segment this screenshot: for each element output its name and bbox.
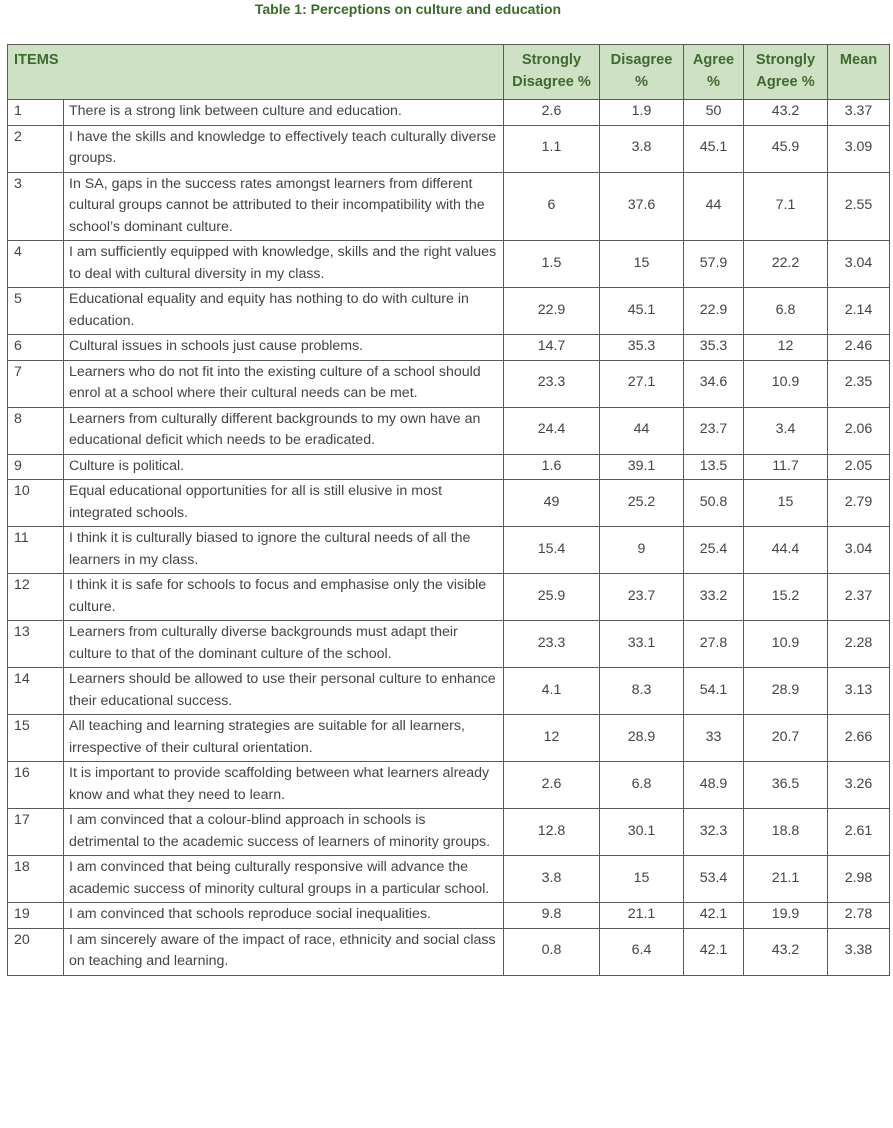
item-number: 18 (8, 856, 64, 903)
disagree-value: 1.9 (600, 100, 684, 126)
strongly-disagree-value: 2.6 (504, 100, 600, 126)
table-row (8, 856, 890, 903)
agree-value: 27.8 (684, 621, 744, 668)
strongly-agree-value: 28.9 (744, 668, 828, 715)
item-number: 14 (8, 668, 64, 715)
table-row (8, 407, 890, 454)
perceptions-table (7, 44, 890, 976)
mean-value: 3.38 (828, 928, 890, 975)
strongly-agree-value: 10.9 (744, 621, 828, 668)
strongly-disagree-value: 6 (504, 172, 600, 241)
strongly-disagree-value: 24.4 (504, 407, 600, 454)
disagree-value: 6.4 (600, 928, 684, 975)
strongly-agree-value: 43.2 (744, 100, 828, 126)
agree-value: 23.7 (684, 407, 744, 454)
mean-value: 2.05 (828, 454, 890, 480)
item-text: All teaching and learning strategies are suitable for all learners, irrespective of their cultural orientation. (64, 715, 504, 762)
agree-value: 32.3 (684, 809, 744, 856)
agree-value: 44 (684, 172, 744, 241)
strongly-agree-value: 15.2 (744, 574, 828, 621)
agree-value: 54.1 (684, 668, 744, 715)
item-text: Learners from culturally different backgrounds to my own have an educational deficit which needs to be eradicated. (64, 407, 504, 454)
strongly-agree-value: 44.4 (744, 527, 828, 574)
item-number: 7 (8, 360, 64, 407)
disagree-value: 9 (600, 527, 684, 574)
disagree-value: 44 (600, 407, 684, 454)
strongly-agree-value: 18.8 (744, 809, 828, 856)
disagree-value: 8.3 (600, 668, 684, 715)
item-number: 17 (8, 809, 64, 856)
disagree-value: 35.3 (600, 335, 684, 361)
item-text: I am convinced that being culturally responsive will advance the academic success of minority cultural groups in a particular school. (64, 856, 504, 903)
item-number: 8 (8, 407, 64, 454)
item-text: Educational equality and equity has nothing to do with culture in education. (64, 288, 504, 335)
strongly-disagree-value: 1.6 (504, 454, 600, 480)
agree-value: 42.1 (684, 928, 744, 975)
table-row (8, 335, 890, 361)
mean-value: 2.14 (828, 288, 890, 335)
table-row (8, 762, 890, 809)
mean-value: 2.98 (828, 856, 890, 903)
item-text: Cultural issues in schools just cause problems. (64, 335, 504, 361)
disagree-value: 45.1 (600, 288, 684, 335)
agree-value: 25.4 (684, 527, 744, 574)
header-mean: Mean (828, 45, 890, 100)
strongly-disagree-value: 49 (504, 480, 600, 527)
agree-value: 45.1 (684, 125, 744, 172)
strongly-agree-value: 15 (744, 480, 828, 527)
table-row (8, 903, 890, 929)
strongly-disagree-value: 12.8 (504, 809, 600, 856)
strongly-disagree-value: 3.8 (504, 856, 600, 903)
table-row (8, 241, 890, 288)
item-text: In SA, gaps in the success rates amongst learners from different cultural groups cannot be attributed to their incompatibility with the school’s dominant culture. (64, 172, 504, 241)
mean-value: 2.35 (828, 360, 890, 407)
mean-value: 2.61 (828, 809, 890, 856)
agree-value: 35.3 (684, 335, 744, 361)
mean-value: 2.66 (828, 715, 890, 762)
item-number: 12 (8, 574, 64, 621)
header-agree: Agree % (684, 45, 744, 100)
agree-value: 42.1 (684, 903, 744, 929)
item-text: There is a strong link between culture and education. (64, 100, 504, 126)
strongly-agree-value: 45.9 (744, 125, 828, 172)
item-text: Learners should be allowed to use their personal culture to enhance their educational success. (64, 668, 504, 715)
strongly-agree-value: 11.7 (744, 454, 828, 480)
item-text: I think it is safe for schools to focus and emphasise only the visible culture. (64, 574, 504, 621)
agree-value: 22.9 (684, 288, 744, 335)
strongly-agree-value: 12 (744, 335, 828, 361)
agree-value: 50.8 (684, 480, 744, 527)
strongly-agree-value: 19.9 (744, 903, 828, 929)
table-caption: Table 1: Perceptions on culture and education (254, 1, 562, 17)
item-number: 13 (8, 621, 64, 668)
agree-value: 33.2 (684, 574, 744, 621)
mean-value: 2.37 (828, 574, 890, 621)
table-row (8, 454, 890, 480)
item-text: I am convinced that schools reproduce social inequalities. (64, 903, 504, 929)
table-row (8, 621, 890, 668)
item-number: 4 (8, 241, 64, 288)
disagree-value: 3.8 (600, 125, 684, 172)
strongly-agree-value: 22.2 (744, 241, 828, 288)
strongly-disagree-value: 1.5 (504, 241, 600, 288)
item-text: I am sufficiently equipped with knowledge, skills and the right values to deal with cultural diversity in my class. (64, 241, 504, 288)
disagree-value: 39.1 (600, 454, 684, 480)
item-number: 5 (8, 288, 64, 335)
item-number: 1 (8, 100, 64, 126)
strongly-disagree-value: 0.8 (504, 928, 600, 975)
strongly-disagree-value: 23.3 (504, 360, 600, 407)
strongly-agree-value: 21.1 (744, 856, 828, 903)
disagree-value: 6.8 (600, 762, 684, 809)
strongly-disagree-value: 12 (504, 715, 600, 762)
strongly-agree-value: 3.4 (744, 407, 828, 454)
item-text: Learners from culturally diverse backgrounds must adapt their culture to that of the dominant culture of the school. (64, 621, 504, 668)
strongly-disagree-value: 23.3 (504, 621, 600, 668)
table-row (8, 574, 890, 621)
table-row (8, 928, 890, 975)
item-number: 6 (8, 335, 64, 361)
mean-value: 3.09 (828, 125, 890, 172)
table-row (8, 809, 890, 856)
disagree-value: 27.1 (600, 360, 684, 407)
item-text: Equal educational opportunities for all is still elusive in most integrated schools. (64, 480, 504, 527)
agree-value: 34.6 (684, 360, 744, 407)
disagree-value: 37.6 (600, 172, 684, 241)
strongly-disagree-value: 25.9 (504, 574, 600, 621)
strongly-disagree-value: 4.1 (504, 668, 600, 715)
header-items: ITEMS (8, 45, 504, 100)
agree-value: 57.9 (684, 241, 744, 288)
mean-value: 3.04 (828, 527, 890, 574)
disagree-value: 15 (600, 856, 684, 903)
item-number: 20 (8, 928, 64, 975)
item-text: It is important to provide scaffolding between what learners already know and what they need to learn. (64, 762, 504, 809)
mean-value: 3.37 (828, 100, 890, 126)
agree-value: 50 (684, 100, 744, 126)
item-number: 15 (8, 715, 64, 762)
table-row (8, 527, 890, 574)
disagree-value: 30.1 (600, 809, 684, 856)
item-number: 9 (8, 454, 64, 480)
disagree-value: 25.2 (600, 480, 684, 527)
mean-value: 2.28 (828, 621, 890, 668)
strongly-agree-value: 20.7 (744, 715, 828, 762)
header-row (8, 45, 890, 100)
disagree-value: 33.1 (600, 621, 684, 668)
item-text: I am sincerely aware of the impact of race, ethnicity and social class on teaching and learning. (64, 928, 504, 975)
agree-value: 33 (684, 715, 744, 762)
mean-value: 2.06 (828, 407, 890, 454)
item-text: Culture is political. (64, 454, 504, 480)
strongly-agree-value: 10.9 (744, 360, 828, 407)
table-row (8, 172, 890, 241)
item-text: I am convinced that a colour-blind approach in schools is detrimental to the academic success of learners of minority groups. (64, 809, 504, 856)
item-number: 10 (8, 480, 64, 527)
item-number: 19 (8, 903, 64, 929)
disagree-value: 15 (600, 241, 684, 288)
mean-value: 2.55 (828, 172, 890, 241)
table-row (8, 715, 890, 762)
strongly-disagree-value: 22.9 (504, 288, 600, 335)
disagree-value: 28.9 (600, 715, 684, 762)
header-strongly-disagree: Strongly Disagree % (504, 45, 600, 100)
strongly-agree-value: 36.5 (744, 762, 828, 809)
table-row (8, 125, 890, 172)
header-disagree: Disagree % (600, 45, 684, 100)
strongly-agree-value: 7.1 (744, 172, 828, 241)
agree-value: 13.5 (684, 454, 744, 480)
item-number: 2 (8, 125, 64, 172)
disagree-value: 23.7 (600, 574, 684, 621)
item-number: 3 (8, 172, 64, 241)
item-text: I have the skills and knowledge to effectively teach culturally diverse groups. (64, 125, 504, 172)
item-text: Learners who do not fit into the existing culture of a school should enrol at a school where their cultural needs can be met. (64, 360, 504, 407)
table-row (8, 480, 890, 527)
strongly-agree-value: 43.2 (744, 928, 828, 975)
strongly-disagree-value: 1.1 (504, 125, 600, 172)
mean-value: 2.79 (828, 480, 890, 527)
strongly-agree-value: 6.8 (744, 288, 828, 335)
table-row (8, 360, 890, 407)
mean-value: 3.26 (828, 762, 890, 809)
strongly-disagree-value: 14.7 (504, 335, 600, 361)
table-row (8, 288, 890, 335)
item-number: 11 (8, 527, 64, 574)
item-number: 16 (8, 762, 64, 809)
mean-value: 2.78 (828, 903, 890, 929)
item-text: I think it is culturally biased to ignore the cultural needs of all the learners in my class. (64, 527, 504, 574)
table-row (8, 668, 890, 715)
table-row (8, 100, 890, 126)
strongly-disagree-value: 9.8 (504, 903, 600, 929)
mean-value: 2.46 (828, 335, 890, 361)
strongly-disagree-value: 2.6 (504, 762, 600, 809)
agree-value: 48.9 (684, 762, 744, 809)
mean-value: 3.13 (828, 668, 890, 715)
mean-value: 3.04 (828, 241, 890, 288)
agree-value: 53.4 (684, 856, 744, 903)
disagree-value: 21.1 (600, 903, 684, 929)
header-strongly-agree: Strongly Agree % (744, 45, 828, 100)
strongly-disagree-value: 15.4 (504, 527, 600, 574)
